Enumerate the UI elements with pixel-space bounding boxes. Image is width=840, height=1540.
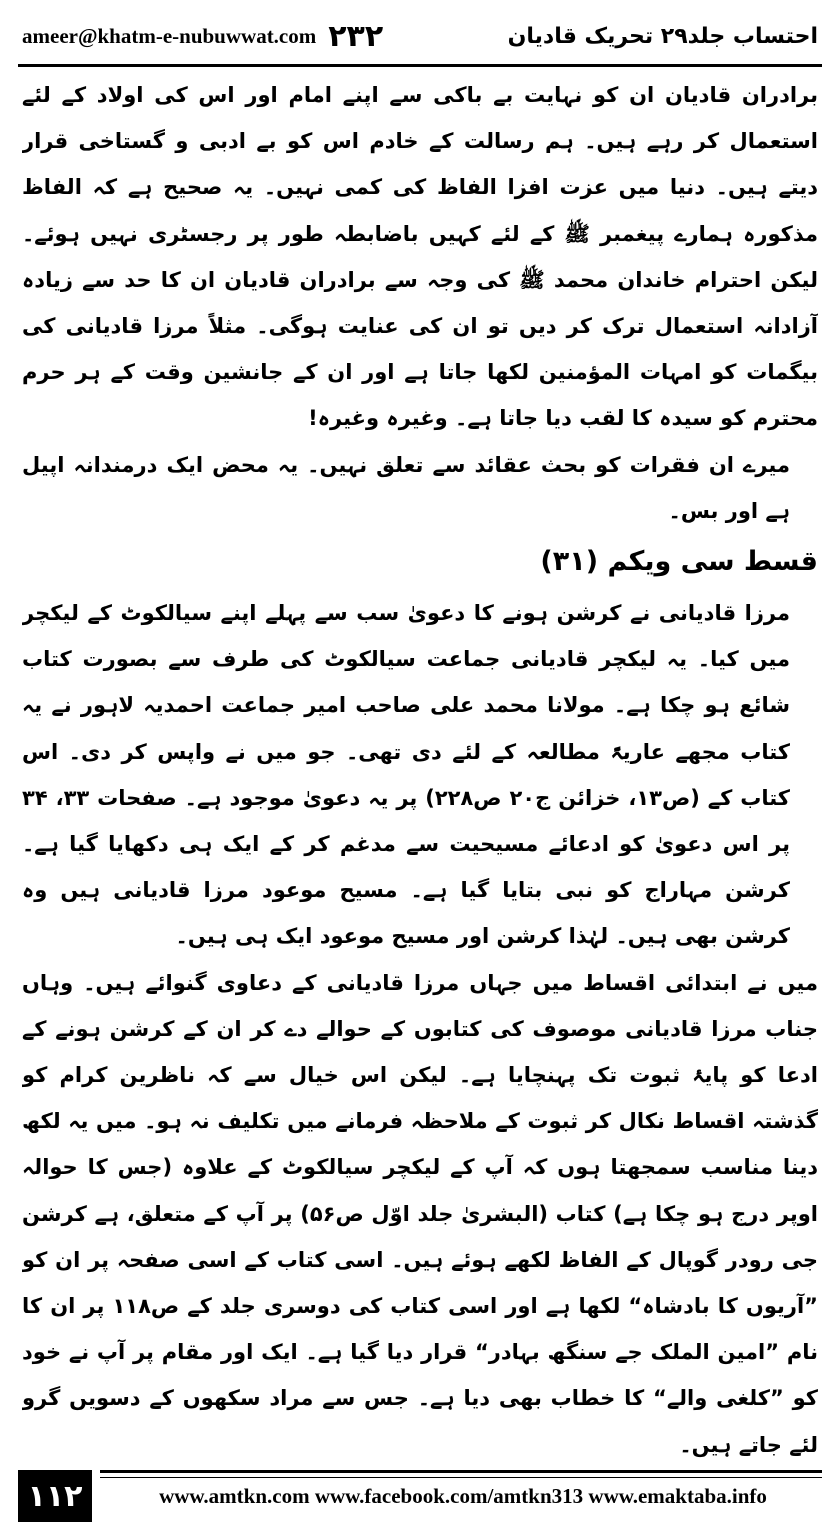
paragraph-2: میرے ان فقرات کو بحث عقائد سے تعلق نہیں۔ یہ محض ایک درمندانہ اپیل ہے اور بس۔ xyxy=(22,452,790,523)
paragraph-1: برادران قادیان ان کو نہایت بے باکی سے اپنے امام اور اس کی اولاد کے لئے استعمال کر رہے ہیں۔ ہم رسالت کے خادم اس کو بے ادبی و گستاخی قرار دیتے ہیں۔ دنیا میں عزت افزا الفاظ کی کمی نہیں۔ یہ صحیح ہے کہ الفاظ مذکورہ ہمارے پیغمبر ﷺ کے لئے کہیں باضابطہ طور پر رجسٹری نہیں ہوئے۔ لیکن احترام خاندان محمد ﷺ کی وجہ سے برادران قادیان ان کا حد سے زیادہ آزادانہ استعمال ترک کر دیں تو ان کی عنایت ہوگی۔ مثلاً مرزا قادیانی کی بیگمات کو امہات المؤمنین لکھا جاتا ہے اور ان کے جانشین وقت کے ہر حرم محترم کو سیدہ کا لقب دیا جاتا ہے۔ وغیرہ وغیرہ! xyxy=(22,83,818,431)
header-divider xyxy=(18,64,822,67)
paragraph-3: مرزا قادیانی نے کرشن ہونے کا دعویٰ سب سے پہلے اپنے سیالکوٹ کے لیکچر میں کیا۔ یہ لیکچر قادیانی جماعت سیالکوٹ کی طرف سے بصورت کتاب شائع ہو چکا ہے۔ مولانا محمد علی صاحب امیر جماعت احمدیہ لاہور نے یہ کتاب مجھے عاریۃً مطالعہ کے لئے دی تھی۔ جو میں نے واپس کر دی۔ اس کتاب کے (ص۱۳، خزائن ج۲۰ ص۲۲۸) پر یہ دعویٰ موجود ہے۔ صفحات ۳۳، ۳۴ پر اس دعویٰ کو ادعائے مسیحیت سے مدغم کر کے ایک ہی دکھایا گیا ہے۔ کرشن مہاراج کو نبی بتایا گیا ہے۔ مسیح موعود مرزا قادیانی ہیں وہ کرشن بھی ہیں۔ لہٰذا کرشن اور مسیح موعود ایک ہی ہیں۔ xyxy=(22,601,791,949)
page-footer xyxy=(18,1470,822,1532)
body-text xyxy=(22,72,818,1458)
footer-divider-thin xyxy=(100,1477,822,1478)
paragraph-4: میں نے ابتدائی اقساط میں جہاں مرزا قادیانی کے دعاوی گنوائے ہیں۔ وہاں جناب مرزا قادیانی موصوف کی کتابوں کے حوالے دے کر ان کے کرشن ہونے کے ادعا کو پایۂ ثبوت تک پہنچایا ہے۔ لیکن اس خیال سے کہ ناظرین کرام کو گذشتہ اقساط نکال کر ثبوت کے ملاحظہ فرمانے میں تکلیف نہ ہو۔ میں یہ لکھ دینا مناسب سمجھتا ہوں کہ آپ کے لیکچر سیالکوٹ کے علاوہ (جس کا حوالہ اوپر درج ہو چکا ہے) کتاب (البشریٰ جلد اوّل ص۵۶) پر آپ کے متعلق، ہے کرشن جی رودر گوپال کے الفاظ لکھے ہوئے ہیں۔ اسی کتاب کے اسی صفحہ پر ان کو ”آریوں کا بادشاہ“ لکھا ہے اور اسی کتاب کی دوسری جلد کے ص۱۱۸ پر ان کا نام ”امین الملک جے سنگھ بہادر“ قرار دیا گیا ہے۔ ایک اور مقام پر آپ نے خود کو ”کلغی والے“ کا خطاب بھی دیا ہے۔ جس سے مراد سکھوں کے دسویں گرو لئے جاتے ہیں۔ xyxy=(22,970,818,1457)
header-page-number: ۲۳۲ xyxy=(328,18,384,54)
footer-page-number: ۱۱۲ xyxy=(18,1470,92,1522)
footer-divider xyxy=(100,1470,822,1473)
header-book-title: احتساب جلد۲۹ تحریک قادیان xyxy=(507,23,818,49)
header-left xyxy=(22,19,383,54)
page-header xyxy=(22,10,818,62)
section-heading: قسط سی ویکم (۳۱) xyxy=(540,546,818,578)
header-email: ameer@khatm-e-nubuwwat.com xyxy=(22,23,317,48)
footer-links: www.amtkn.com www.facebook.com/amtkn313 www.emaktaba.info xyxy=(159,1484,767,1508)
